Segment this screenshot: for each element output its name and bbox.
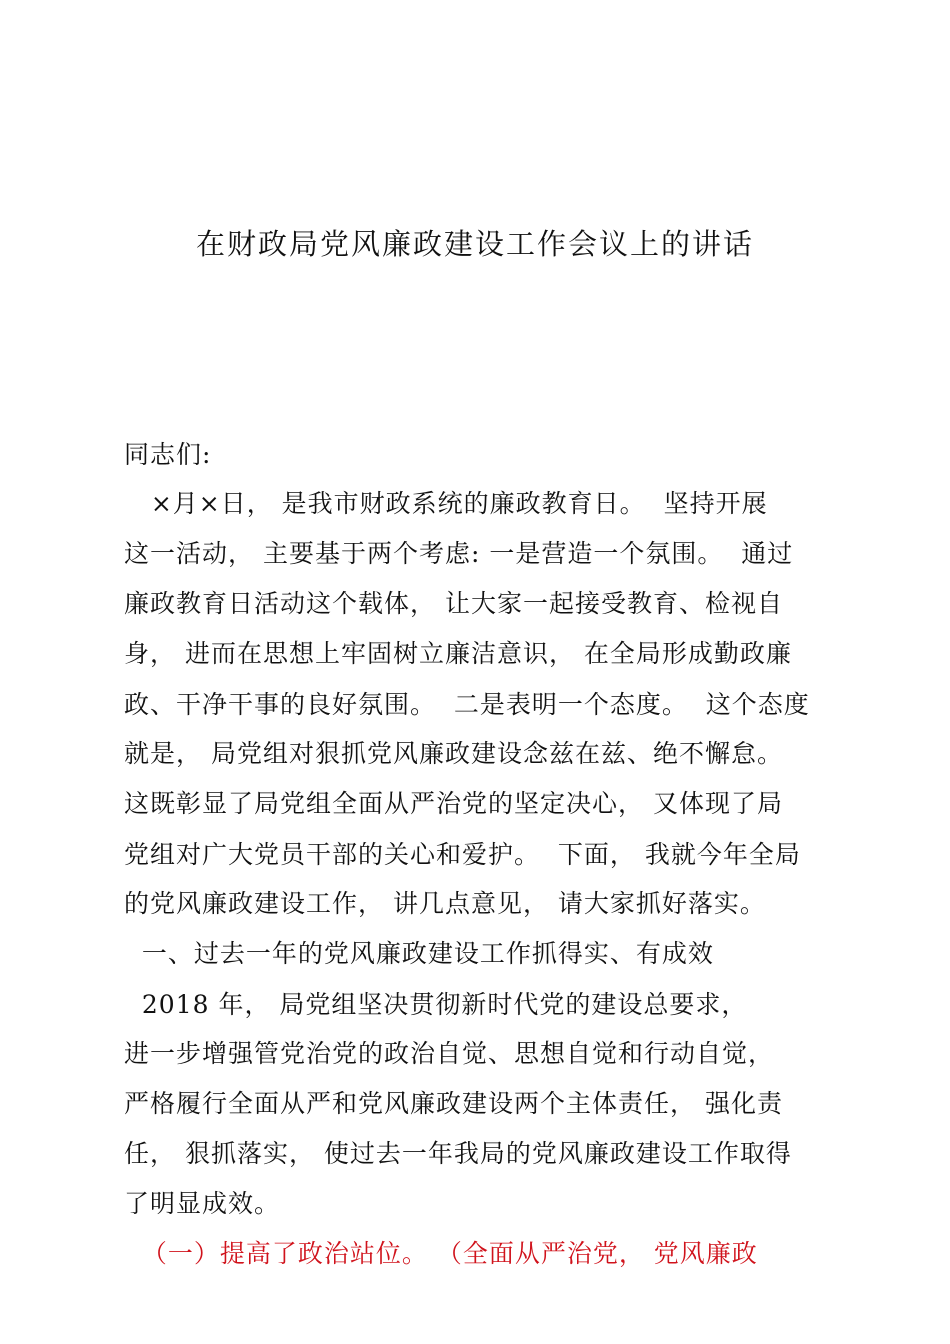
document-title: 在财政局党风廉政建设工作会议上的讲话 [195,227,754,261]
salutation: 同志们: [124,440,212,469]
paragraph-line: ×月×日， 是我市财政系统的廉政教育日。 坚持开展 [124,489,768,518]
paragraph-line: 严格履行全面从严和党风廉政建设两个主体责任， 强化责 [124,1089,783,1118]
paragraph-line: 党组对广大党员干部的关心和爱护。 下面， 我就今年全局 [124,840,801,869]
paragraph-line: 这既彰显了局党组全面从严治党的坚定决心， 又体现了局 [124,789,783,818]
paragraph-line: 了明显成效。 [124,1189,281,1218]
paragraph-line: 就是， 局党组对狠抓党风廉政建设念兹在兹、绝不懈怠。 [124,739,783,768]
paragraph-line: 的党风廉政建设工作， 讲几点意见， 请大家抓好落实。 [124,889,766,918]
paragraph-line: 进一步增强管党治党的政治自觉、思想自觉和行动自觉， [124,1039,775,1068]
paragraph-line: 政、干净干事的良好氛围。 二是表明一个态度。 这个态度 [124,690,810,719]
paragraph-line: 廉政教育日活动这个载体， 让大家一起接受教育、检视自 [124,589,783,618]
paragraph-line: 身， 进而在思想上牢固树立廉洁意识， 在全局形成勤政廉 [124,639,792,668]
paragraph-line: 这一活动， 主要基于两个考虑: 一是营造一个氛围。 通过 [124,539,794,568]
paragraph-line: 2018 年， 局党组坚决贯彻新时代党的建设总要求， [124,990,748,1019]
section-heading: 一、过去一年的党风廉政建设工作抓得实、有成效 [124,939,714,968]
paragraph-line: 任， 狠抓落实， 使过去一年我局的党风廉政建设工作取得 [124,1139,792,1168]
subsection-heading: （一）提高了政治站位。 （全面从严治党， 党风廉政 [124,1239,758,1268]
